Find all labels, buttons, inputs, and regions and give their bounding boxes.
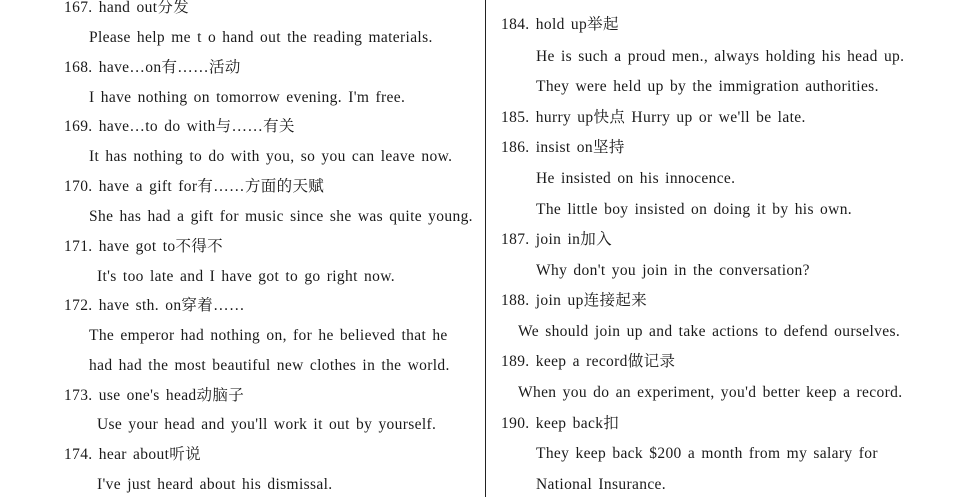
entry-189-example: When you do an experiment, you'd better keep a record. bbox=[518, 384, 903, 401]
entry-190-heading: 190. keep back扣 bbox=[501, 415, 620, 432]
entry-185-heading: 185. hurry up快点 Hurry up or we'll be late. bbox=[501, 109, 806, 126]
entry-188-example: We should join up and take actions to defend ourselves. bbox=[518, 323, 901, 340]
entry-187-example: Why don't you join in the conversation? bbox=[536, 262, 810, 279]
entry-174-example: I've just heard about his dismissal. bbox=[97, 476, 333, 493]
entry-189-heading: 189. keep a record做记录 bbox=[501, 353, 676, 370]
entry-171-heading: 171. have got to不得不 bbox=[64, 238, 224, 255]
entry-184-heading: 184. hold up举起 bbox=[501, 16, 619, 33]
entry-190-example-1: They keep back $200 a month from my salary for bbox=[536, 445, 878, 462]
column-divider bbox=[485, 0, 486, 497]
entry-186-example-2: The little boy insisted on doing it by his own. bbox=[536, 201, 853, 218]
entry-184-example-2: They were held up by the immigration authorities. bbox=[536, 78, 879, 95]
entry-171-example: It's too late and I have got to go right now. bbox=[97, 268, 395, 285]
entry-190-example-2: National Insurance. bbox=[536, 476, 667, 493]
entry-167-example: Please help me t o hand out the reading materials. bbox=[89, 29, 433, 46]
entry-184-example-1: He is such a proud men., always holding his head up. bbox=[536, 48, 905, 65]
entry-172-heading: 172. have sth. on穿着…… bbox=[64, 297, 245, 314]
entry-172-example-1: The emperor had nothing on, for he believed that he bbox=[89, 327, 448, 344]
entry-187-heading: 187. join in加入 bbox=[501, 231, 612, 248]
entry-173-example: Use your head and you'll work it out by yourself. bbox=[97, 416, 437, 433]
entry-169-heading: 169. have…to do with与……有关 bbox=[64, 118, 295, 135]
entry-168-heading: 168. have…on有……活动 bbox=[64, 59, 241, 76]
entry-167-heading: 167. hand out分发 bbox=[64, 0, 190, 16]
entry-169-example: It has nothing to do with you, so you can leave now. bbox=[89, 148, 453, 165]
entry-186-heading: 186. insist on坚持 bbox=[501, 139, 625, 156]
entry-168-example: I have nothing on tomorrow evening. I'm free. bbox=[89, 89, 406, 106]
entry-170-heading: 170. have a gift for有……方面的天赋 bbox=[64, 178, 325, 195]
entry-174-heading: 174. hear about听说 bbox=[64, 446, 201, 463]
entry-170-example: She has had a gift for music since she was quite young. bbox=[89, 208, 473, 225]
entry-172-example-2: had had the most beautiful new clothes in the world. bbox=[89, 357, 450, 374]
entry-173-heading: 173. use one's head动脑子 bbox=[64, 387, 245, 404]
entry-186-example-1: He insisted on his innocence. bbox=[536, 170, 736, 187]
entry-188-heading: 188. join up连接起来 bbox=[501, 292, 648, 309]
